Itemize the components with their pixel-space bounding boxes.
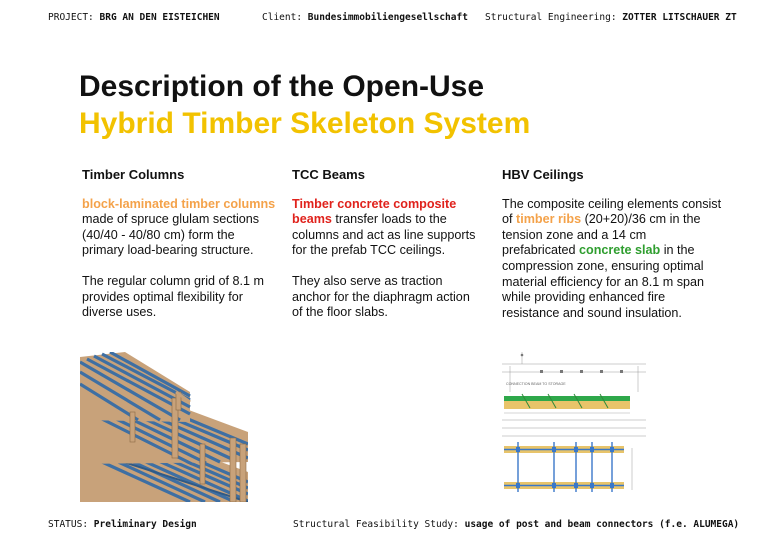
engineering-info: [485, 12, 737, 23]
status-label: STATUS:: [48, 519, 89, 530]
section-paragraph: [502, 197, 722, 322]
paragraph-text: The composite ceiling elements consist of: [502, 196, 722, 227]
highlight-concrete-slab: concrete slab: [579, 243, 661, 258]
paragraph-text: made of spruce glulam sections (40/40 - 40/80 cm) form the primary load-bearing structure.: [82, 212, 260, 258]
section-paragraph: [82, 197, 277, 259]
timber-columns-section: [82, 167, 277, 336]
paragraph-text: in the compression zone, ensuring optimal material efficiency for an 8.1 m span while providing enhanced fire resistance and sound insulation.: [502, 243, 705, 320]
project-label: PROJECT:: [48, 12, 94, 23]
section-paragraph: The regular column grid of 8.1 m provides optimal flexibility for diverse uses.: [82, 273, 264, 320]
highlight-beams: Timber concrete composite beams: [292, 196, 457, 227]
page-title: Description of the Open-Use: [79, 70, 485, 103]
paragraph-text: transfer loads to the columns and act as line supports for the prefab TCC ceilings.: [292, 212, 476, 258]
project-info: [48, 12, 220, 23]
ceiling-section-drawing: [500, 350, 648, 500]
section-paragraph: They also serve as traction anchor for the diaphragm action of the floor slabs.: [292, 273, 470, 320]
section-heading: HBV Ceilings: [502, 167, 584, 182]
client-label: Client:: [262, 12, 303, 23]
status-info: [48, 519, 197, 530]
status-value: Preliminary Design: [93, 519, 197, 530]
study-info: [293, 519, 739, 530]
project-name: BRG AN DEN EISTEICHEN: [99, 12, 220, 23]
section-heading: Timber Columns: [82, 167, 185, 182]
section-heading: TCC Beams: [292, 167, 365, 182]
structural-model-image: [80, 352, 248, 502]
page-subtitle: Hybrid Timber Skeleton System: [79, 107, 531, 140]
highlight-timber: block-laminated timber columns: [82, 196, 276, 211]
drawing-label: CONNECTION BEAM TO STORAGE: [506, 382, 566, 386]
tcc-beams-section: [292, 167, 482, 336]
section-paragraph: [292, 197, 482, 259]
study-label: Structural Feasibility Study:: [293, 519, 459, 530]
client-info: [262, 12, 468, 23]
highlight-timber-ribs: timber ribs: [516, 212, 582, 227]
study-value: usage of post and beam connectors (f.e. ALUMEGA): [464, 519, 740, 530]
paragraph-text: (20+20)/36 cm in the tension zone and a 14 cm prefabricated: [502, 212, 701, 258]
client-name: Bundesimmobiliengesellschaft: [307, 12, 468, 23]
engineering-name: ZOTTER LITSCHAUER ZT: [622, 12, 737, 23]
engineering-label: Structural Engineering:: [485, 12, 617, 23]
hbv-ceilings-section: [502, 167, 722, 336]
